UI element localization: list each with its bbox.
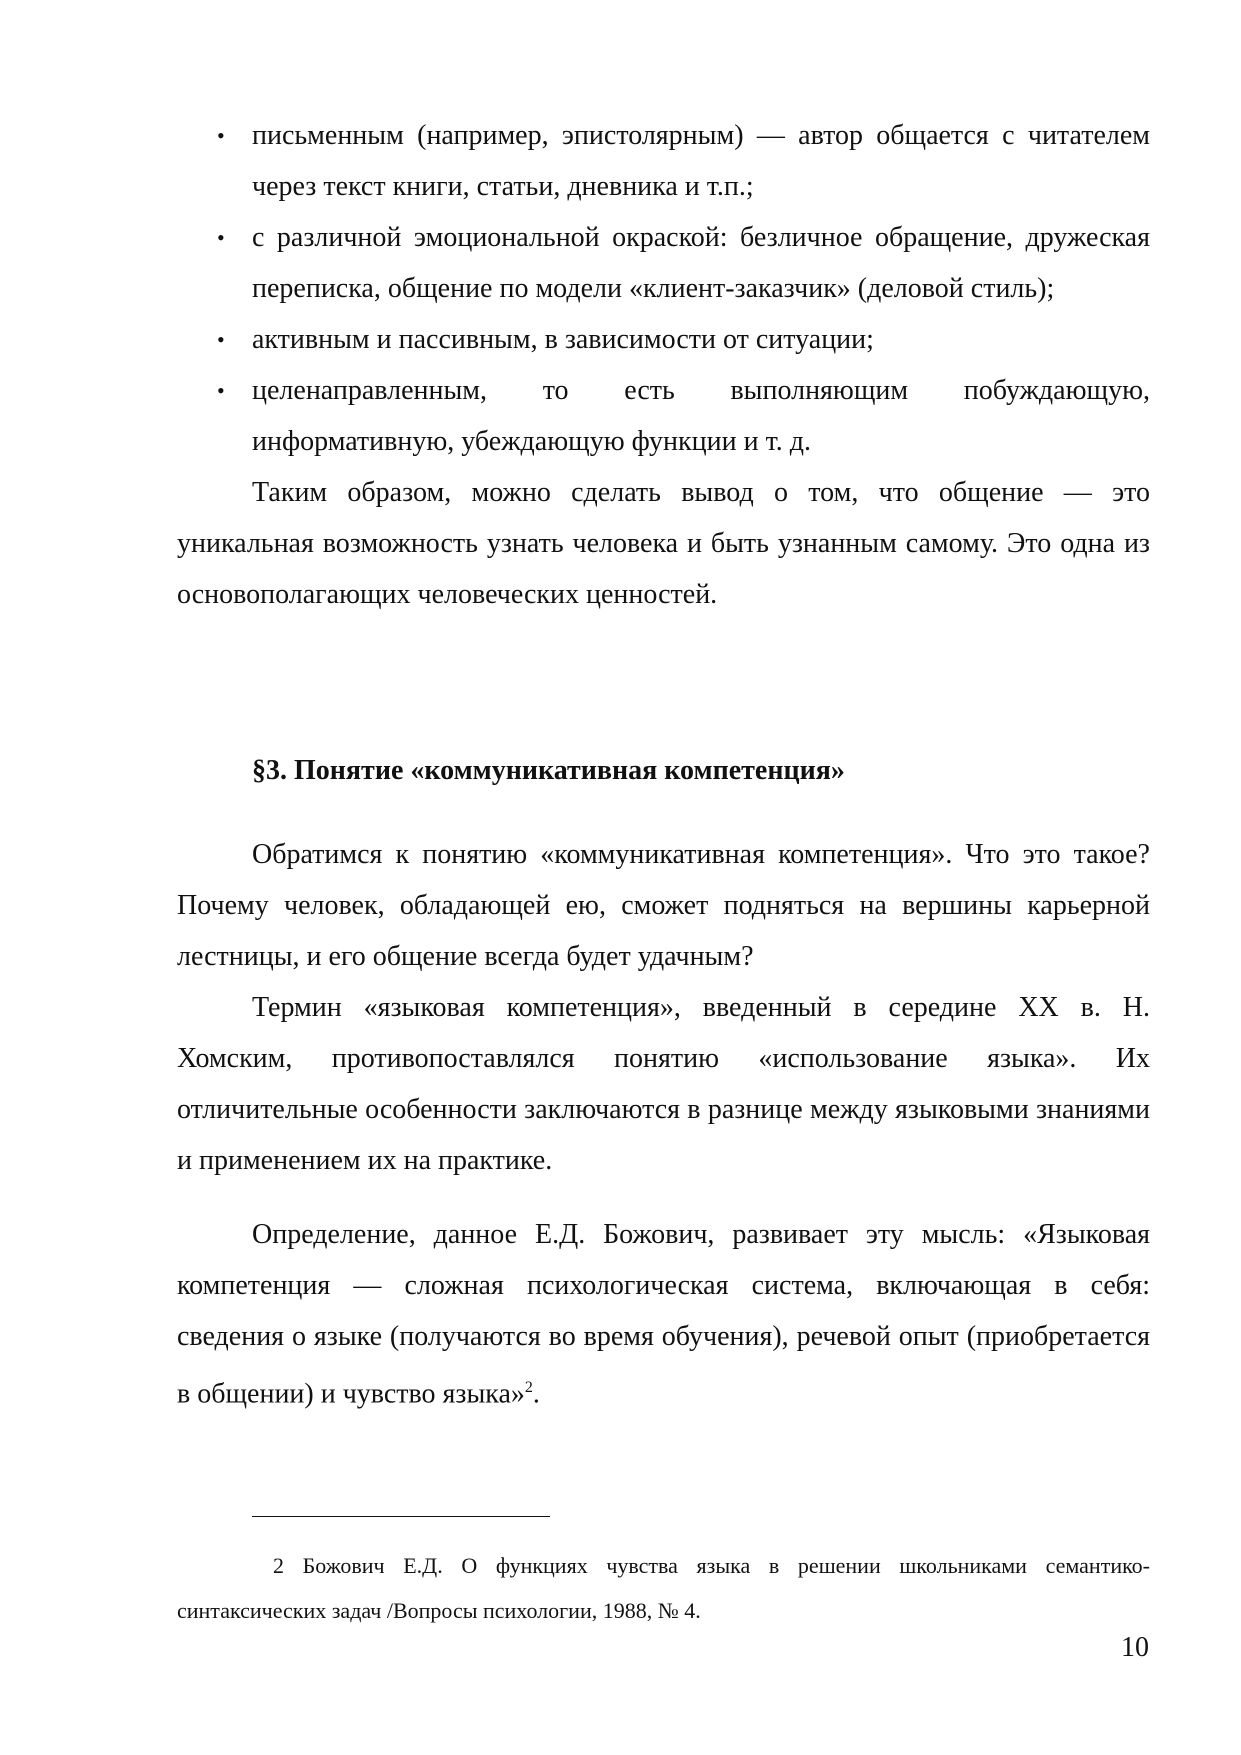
list-item-text: активным и пассивным, в зависимости от ситуации;: [252, 324, 874, 355]
list-item-text: письменным (например, эпистолярным) — автор общается с читателем через текст книги, статьи, дневника и т.п.;: [252, 120, 1150, 202]
definition-quote: Определение, данное Е.Д. Божович, развивает эту мысль: «Языковая компетенция — сложная психологическая система, включающая в себя: сведения о языке (получаются во время обучения), речевой опыт (приобретается в общении) и чувство языка»: [177, 1219, 1150, 1410]
bullet-list: [177, 110, 1150, 467]
bullet-icon: •: [217, 378, 225, 403]
definition-end: .: [532, 1378, 540, 1410]
section-heading: §3. Понятие «коммуникативная компетенция»: [252, 755, 845, 786]
list-item: [177, 110, 1150, 212]
definition-paragraph: [177, 1209, 1150, 1419]
paragraph: Обратимся к понятию «коммуникативная компетенция». Что это такое? Почему человек, обладающей ею, сможет подняться на вершины карьерной лестницы, и его общение всегда будет удачным?: [177, 839, 1150, 972]
bullet-list-block: [177, 110, 1150, 620]
footnote-reference[interactable]: 2: [524, 1379, 533, 1396]
footnote: 2 Божович Е.Д. О функциях чувства языка в решении школьниками семантико-синтаксических задач /Вопросы психологии, 1988, № 4.: [177, 1553, 1150, 1623]
paragraph: Термин «языковая компетенция», введенный в середине XX в. Н. Хомским, противопоставлялся понятию «использование языка». Их отличительные особенности заключаются в разнице между языковыми знаниями и применением их на практике.: [177, 992, 1150, 1176]
list-item-text: целенаправленным, то есть выполняющим побуждающую, информативную, убеждающую функции и т. д.: [252, 375, 1150, 457]
list-item: [177, 212, 1150, 314]
list-item-text: с различной эмоциональной окраской: безличное обращение, дружеская переписка, общение по модели «клиент-заказчик» (деловой стиль);: [252, 222, 1150, 304]
list-item: [177, 365, 1150, 467]
bullet-icon: •: [217, 327, 225, 352]
bullet-icon: •: [217, 123, 225, 148]
conclusion-paragraph: Таким образом, можно сделать вывод о том, что общение — это уникальная возможность узнать человека и быть узнанным самому. Это одна из основополагающих человеческих ценностей.: [177, 477, 1150, 610]
footnote-separator: [252, 1516, 550, 1517]
definition-text: [177, 1209, 1150, 1419]
body-text: [177, 829, 1150, 1186]
page-number: 10: [1121, 1632, 1149, 1663]
bullet-icon: •: [217, 225, 225, 250]
list-item: [177, 314, 1150, 365]
